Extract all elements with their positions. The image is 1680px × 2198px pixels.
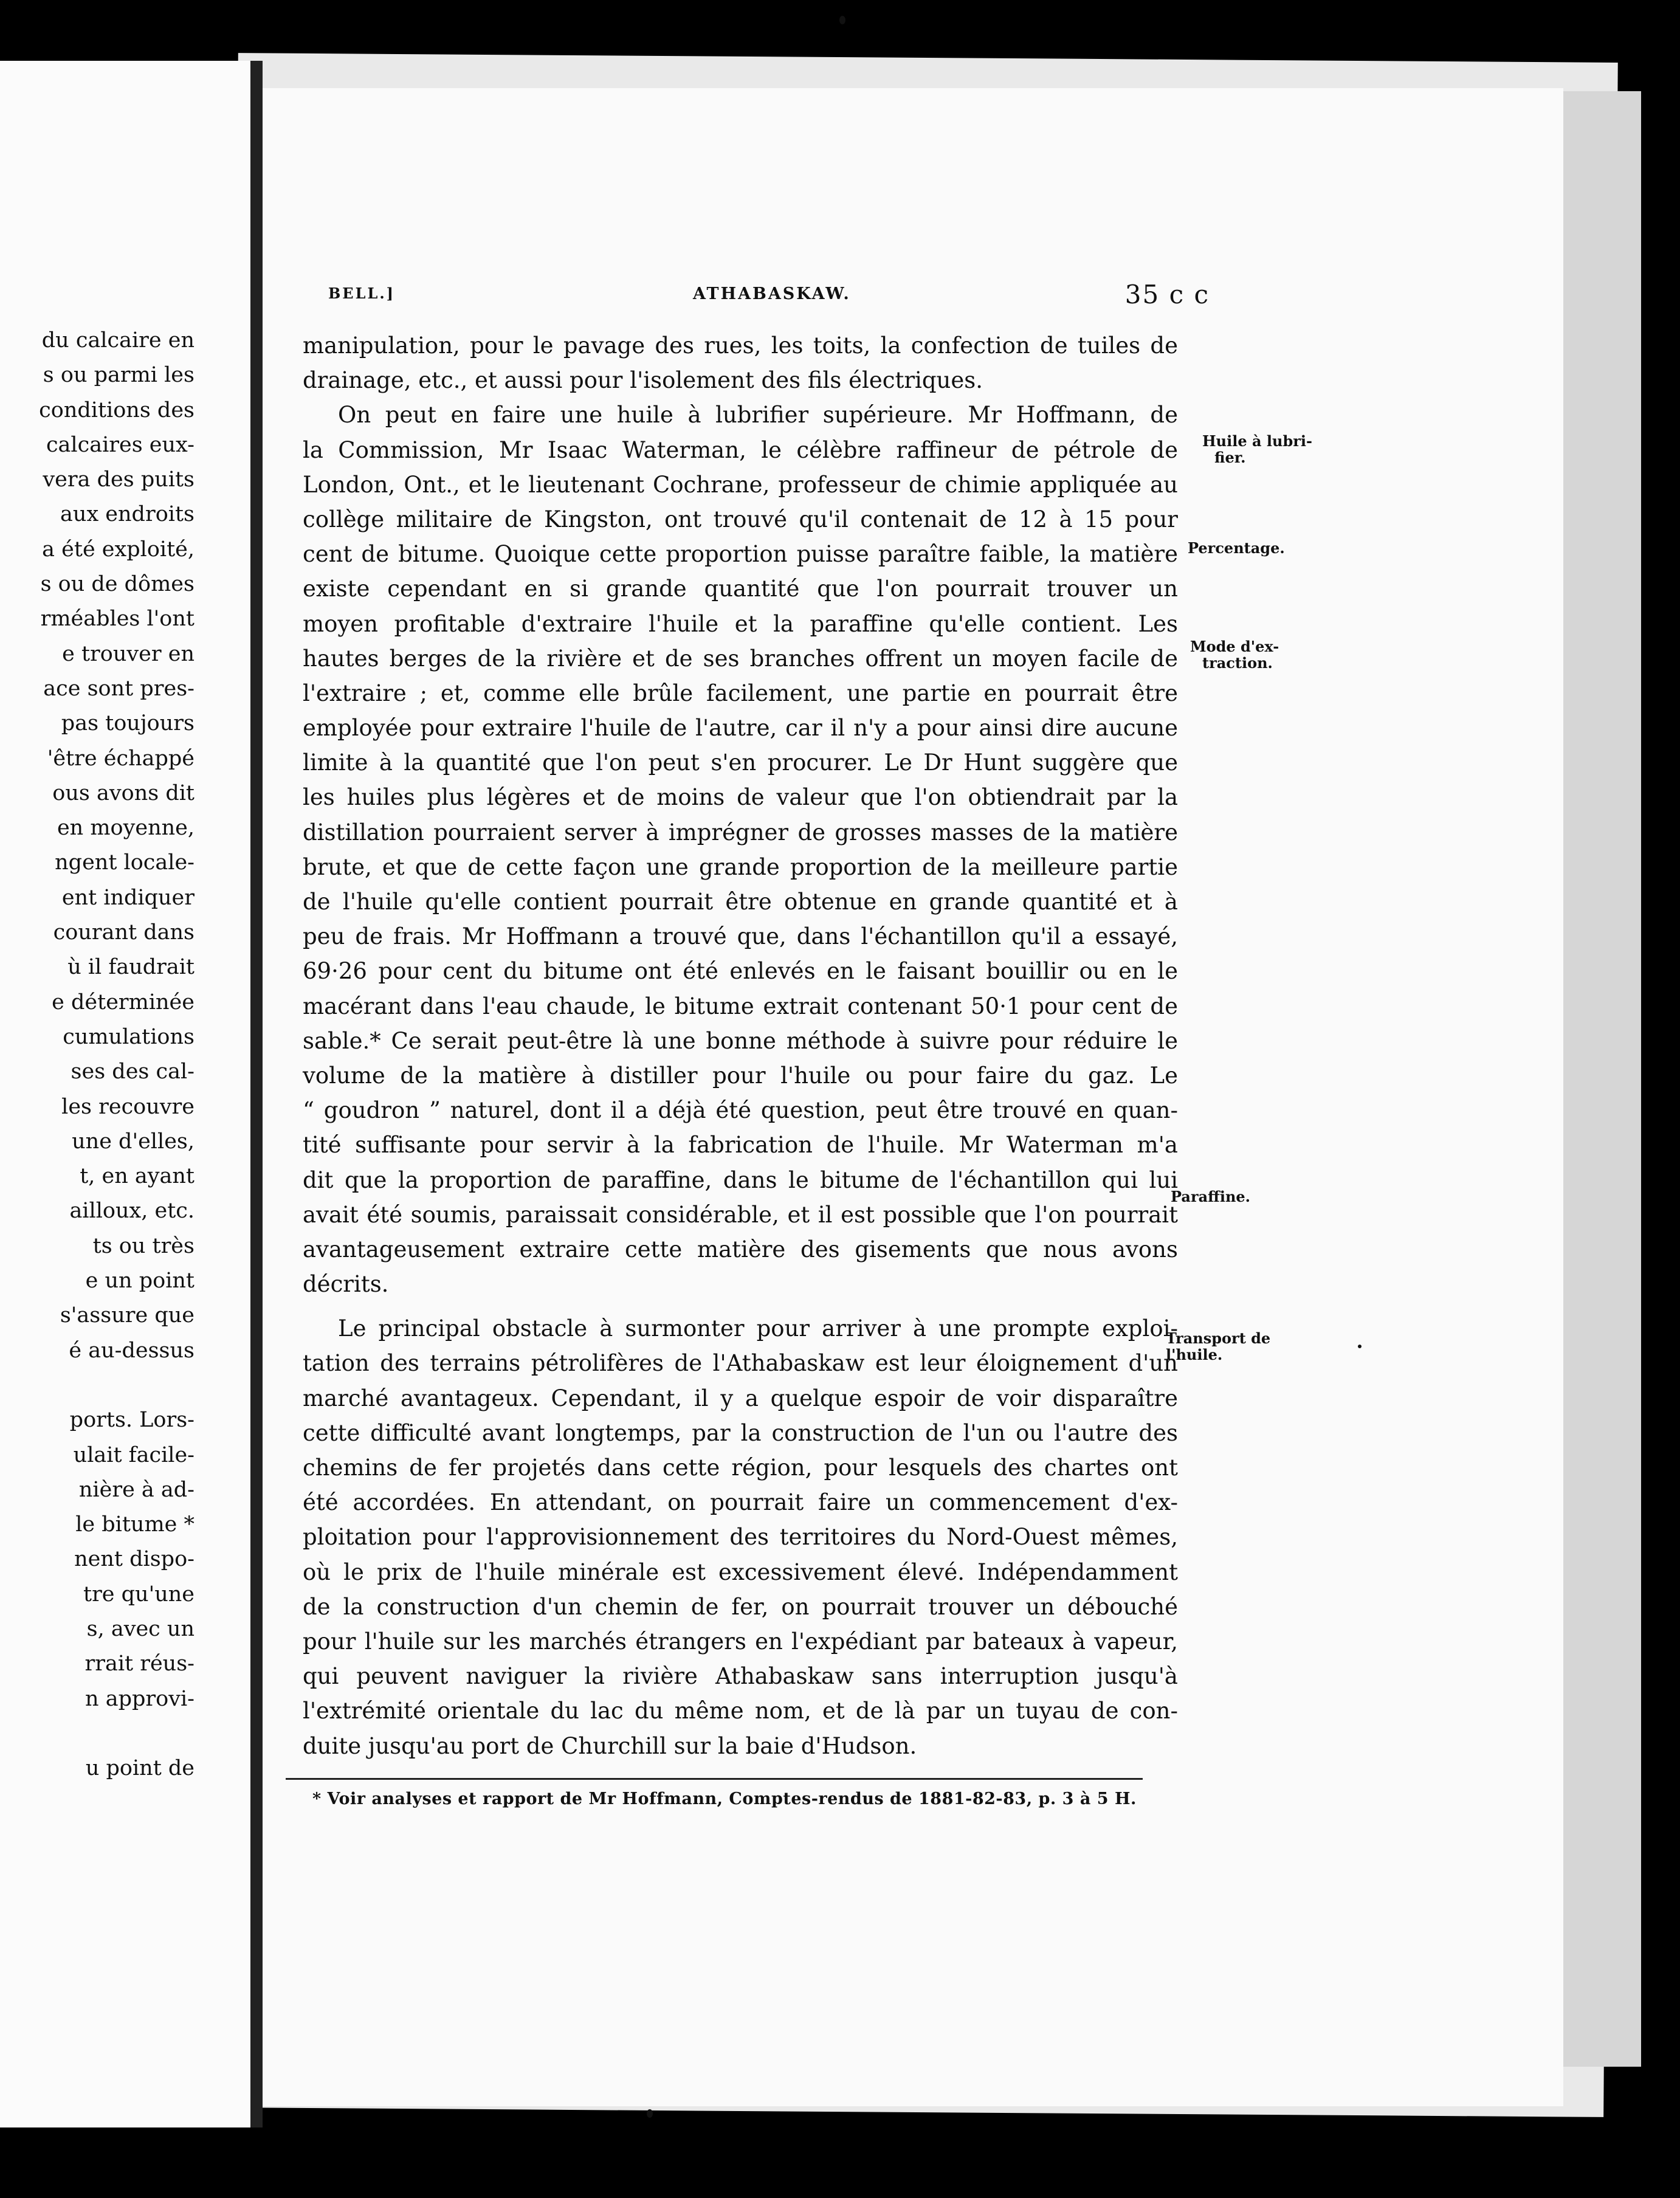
facing-page-line: ulait facile-: [73, 1442, 195, 1467]
text-line: drainage, etc., et aussi pour l'isolement des fils électriques.: [303, 367, 983, 394]
margin-note-line: traction.: [1202, 654, 1273, 672]
text-line: duite jusqu'au port de Churchill sur la baie d'Hudson.: [303, 1732, 917, 1759]
text-line: dit que la proportion de paraffine, dans le bitume de l'échantillon qui lui: [303, 1166, 1178, 1193]
text-line: cent de bitume. Quoique cette proportion puisse paraître faible, la matière: [303, 541, 1178, 568]
text-line: hautes berges de la rivière et de ses branches offrent un moyen facile de: [303, 645, 1178, 672]
facing-page-line: une d'elles,: [72, 1129, 195, 1154]
facing-page-line: ous avons dit: [52, 780, 195, 805]
text-line: On peut en faire une huile à lubrifier supérieure. Mr Hoffmann, de: [338, 402, 1178, 429]
facing-page-line: s, avec un: [86, 1616, 195, 1641]
margin-note-line: Paraffine.: [1171, 1188, 1251, 1205]
text-line: les huiles plus légères et de moins de valeur que l'on obtiendrait par la: [303, 784, 1178, 811]
text-line: avait été soumis, paraissait considérable, et il est possible que l'on pourrait: [303, 1201, 1178, 1228]
text-line: chemins de fer projetés dans cette région, pour lesquels des chartes ont: [303, 1455, 1178, 1481]
margin-note-line: l'huile.: [1166, 1346, 1223, 1363]
margin-note-transport: [1166, 1330, 1312, 1363]
paragraph: [303, 1311, 1178, 1763]
facing-page-line: ts ou très: [92, 1233, 195, 1258]
facing-page-line: nière à ad-: [78, 1477, 195, 1502]
facing-page-line: aux endroits: [60, 502, 195, 527]
text-line: l'extraire ; et, comme elle brûle facilement, une partie en pourrait être: [303, 680, 1178, 706]
margin-note-huile: [1202, 433, 1348, 466]
facing-page-line: u point de: [85, 1756, 195, 1781]
facing-page-line: [0, 1368, 195, 1403]
text-line: avantageusement extraire cette matière des gisements que nous avons: [303, 1236, 1178, 1263]
facing-page-line: conditions des: [39, 398, 195, 422]
facing-page-line: e trouver en: [62, 641, 195, 666]
margin-note-percentage: [1188, 540, 1334, 556]
footnote-rule: [286, 1778, 1143, 1780]
facing-page-line: t, en ayant: [80, 1164, 195, 1189]
facing-page-line: ailloux, etc.: [69, 1199, 195, 1224]
text-line: qui peuvent naviguer la rivière Athabaskaw sans interruption jusqu'à: [303, 1663, 1178, 1690]
paragraph: [303, 328, 1178, 398]
margin-note-line: fier.: [1214, 449, 1246, 466]
facing-page-line: nent dispo-: [74, 1547, 195, 1572]
text-line: sable.* Ce serait peut-être là une bonne méthode à suivre pour réduire le: [303, 1027, 1178, 1054]
text-line: manipulation, pour le pavage des rues, les toits, la confection de tuiles de: [303, 332, 1178, 359]
page-number: 35 c c: [1124, 280, 1210, 309]
facing-page-line: tre qu'une: [83, 1582, 195, 1607]
text-line: décrits.: [303, 1271, 389, 1298]
facing-page-line: du calcaire en: [41, 328, 195, 353]
text-line: de la construction d'un chemin de fer, on pourrait trouver un débouché: [303, 1593, 1178, 1620]
facing-page-line: calcaires eux-: [46, 432, 195, 457]
text-line: de l'huile qu'elle contient pourrait être obtenue en grande quantité et à: [303, 889, 1178, 915]
margin-note-line: Percentage.: [1188, 539, 1285, 557]
speck: [647, 2109, 653, 2118]
facing-page-line: rrait réus-: [84, 1652, 195, 1676]
facing-page-line: s ou de dômes: [40, 572, 195, 597]
facing-page-line: rméables l'ont: [40, 607, 195, 632]
running-head-author: BELL.]: [328, 284, 396, 302]
text-line: London, Ont., et le lieutenant Cochrane, professeur de chimie appliquée au: [303, 471, 1178, 498]
text-line: “ goudron ” naturel, dont il a déjà été question, peut être trouvé en quan-: [303, 1097, 1178, 1124]
body-text: [303, 328, 1178, 1763]
text-line: brute, et que de cette façon une grande proportion de la meilleure partie: [303, 853, 1178, 880]
facing-page-line: é au-dessus: [69, 1338, 195, 1363]
facing-page-line: les recouvre: [61, 1094, 195, 1119]
text-line: tation des terrains pétrolifères de l'Athabaskaw est leur éloignement d'un: [303, 1350, 1178, 1377]
paragraph: [303, 398, 1178, 1301]
text-line: collège militaire de Kingston, ont trouvé qu'il contenait de 12 à 15 pour: [303, 506, 1178, 532]
facing-page-line: pas toujours: [61, 711, 195, 736]
facing-page-line: ports. Lors-: [69, 1408, 195, 1433]
text-line: cette difficulté avant longtemps, par la construction de l'un ou l'autre des: [303, 1419, 1178, 1446]
text-line: ploitation pour l'approvisionnement des territoires du Nord-Ouest mêmes,: [303, 1524, 1178, 1551]
text-line: pour l'huile sur les marchés étrangers en l'expédiant par bateaux à vapeur,: [303, 1628, 1178, 1655]
text-line: la Commission, Mr Isaac Waterman, le célèbre raffineur de pétrole de: [303, 436, 1178, 463]
text-line: limite à la quantité que l'on peut s'en procurer. Le Dr Hunt suggère que: [303, 749, 1178, 776]
facing-page-line: s'assure que: [60, 1303, 195, 1328]
margin-note-paraffine: [1171, 1188, 1317, 1205]
speck: [1358, 1345, 1362, 1348]
text-line: volume de la matière à distiller pour l'huile ou pour faire du gaz. Le: [303, 1062, 1178, 1089]
facing-page-text: [0, 323, 195, 1786]
running-head-title: ATHABASKAW.: [693, 284, 851, 303]
facing-page-line: en moyenne,: [57, 816, 195, 841]
text-line: peu de frais. Mr Hoffmann a trouvé que, dans l'échantillon qu'il a essayé,: [303, 923, 1178, 950]
facing-page-line: 'être échappé: [47, 746, 195, 771]
footnote: * Voir analyses et rapport de Mr Hoffmann, Comptes-rendus de 1881-82-83, p. 3 à 5 H.: [312, 1790, 1137, 1808]
facing-page-line: ngent locale-: [55, 850, 195, 875]
text-line: tité suffisante pour servir à la fabrication de l'huile. Mr Waterman m'a: [303, 1132, 1178, 1159]
facing-page-line: ses des cal-: [71, 1059, 195, 1084]
facing-page-line: n approvi-: [85, 1686, 195, 1711]
facing-page-line: courant dans: [53, 920, 195, 945]
margin-note-mode: [1190, 638, 1336, 671]
text-line: où le prix de l'huile minérale est excessivement élevé. Indépendamment: [303, 1559, 1178, 1585]
text-line: marché avantageux. Cependant, il y a quelque espoir de voir disparaître: [303, 1385, 1178, 1411]
facing-page-line: cumulations: [63, 1024, 195, 1049]
facing-page-line: s ou parmi les: [43, 363, 195, 388]
facing-page-line: le bitume *: [75, 1512, 195, 1537]
facing-page-line: vera des puits: [43, 467, 195, 492]
page-gutter: [250, 61, 263, 2127]
text-line: existe cependant en si grande quantité que l'on pourrait trouver un: [303, 576, 1178, 602]
text-line: Le principal obstacle à surmonter pour arriver à une prompte exploi-: [338, 1315, 1178, 1342]
text-line: distillation pourraient server à imprégner de grosses masses de la matière: [303, 819, 1178, 846]
facing-page-line: e déterminée: [52, 990, 195, 1015]
text-line: 69·26 pour cent du bitume ont été enlevés en le faisant bouillir ou en le: [303, 958, 1178, 985]
back-page-edge-right: [1556, 91, 1641, 2067]
text-line: employée pour extraire l'huile de l'autre, car il n'y a pour ainsi dire aucune: [303, 715, 1178, 742]
text-line: moyen profitable d'extraire l'huile et la paraffine qu'elle contient. Les: [303, 610, 1178, 637]
text-line: l'extrémité orientale du lac du même nom, et de là par un tuyau de con-: [303, 1698, 1178, 1724]
margin-note-line: Huile à lubri-: [1202, 432, 1312, 450]
facing-page: [0, 61, 250, 2127]
text-line: macérant dans l'eau chaude, le bitume extrait contenant 50·1 pour cent de: [303, 993, 1178, 1019]
facing-page-line: [0, 1717, 195, 1751]
facing-page-line: a été exploité,: [42, 537, 195, 562]
margin-note-line: Transport de: [1166, 1329, 1271, 1347]
text-line: été accordées. En attendant, on pourrait faire un commencement d'ex-: [303, 1489, 1178, 1516]
facing-page-line: ù il faudrait: [67, 955, 195, 980]
running-head: [328, 280, 1210, 321]
facing-page-line: ent indiquer: [61, 885, 195, 910]
facing-page-line: e un point: [85, 1269, 195, 1294]
speck: [839, 16, 845, 24]
margin-note-line: Mode d'ex-: [1190, 638, 1279, 655]
facing-page-line: ace sont pres-: [43, 676, 195, 701]
